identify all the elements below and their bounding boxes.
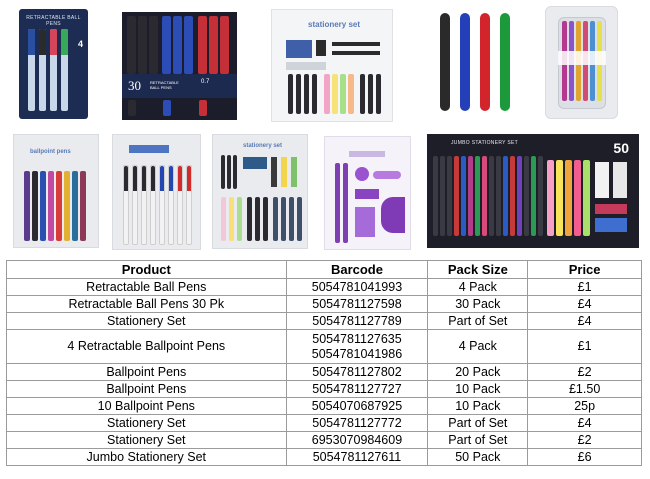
product-image-stationery-set-1 — [271, 9, 393, 122]
pen-mark — [524, 156, 529, 236]
item-mark — [332, 42, 380, 46]
product-image-retractable-ball-pens-4 — [19, 9, 88, 119]
pen-mark — [123, 165, 129, 245]
cell-barcode — [286, 330, 428, 364]
pen-mark — [503, 156, 508, 236]
pen-mark — [480, 13, 490, 111]
pen-mark — [304, 74, 309, 114]
item-mark — [291, 157, 297, 187]
table-row — [7, 313, 642, 330]
header-pack-size: Pack Size — [428, 261, 528, 279]
pack-band — [122, 74, 237, 98]
cell-product: Ballpoint Pens — [7, 381, 287, 398]
pen-mark — [80, 171, 86, 241]
cell-barcode: 5054781041993 — [286, 279, 428, 296]
pen-mark — [61, 29, 68, 111]
item-mark — [281, 157, 287, 187]
cell-price: £1 — [528, 330, 642, 364]
pen-mark — [72, 171, 78, 241]
table-row — [7, 415, 642, 432]
cell-barcode: 5054070687925 — [286, 398, 428, 415]
cell-price: £2 — [528, 364, 642, 381]
cell-price: £1 — [528, 279, 642, 296]
pen-mark — [489, 156, 494, 236]
pen-mark — [556, 160, 563, 236]
pen-mark — [138, 16, 147, 74]
pen-mark — [247, 197, 252, 241]
table-row — [7, 398, 642, 415]
pen-mark — [496, 156, 501, 236]
pen-mark — [127, 16, 136, 74]
pen-mark — [237, 197, 242, 241]
pen-mark — [468, 156, 473, 236]
cell-product: 4 Retractable Ballpoint Pens — [7, 330, 287, 364]
header-product: Product — [7, 261, 287, 279]
cell-barcode: 5054781127727 — [286, 381, 428, 398]
pack-count: 50 — [613, 140, 629, 156]
set-label: stationery set — [243, 143, 283, 149]
set-title: JUMBO STATIONERY SET — [451, 140, 519, 146]
cell-pack-size: 30 Pack — [428, 296, 528, 313]
cell-price: £6 — [528, 449, 642, 466]
pen-mark — [348, 74, 354, 114]
table-header-row — [7, 261, 642, 279]
header-barcode: Barcode — [286, 261, 428, 279]
cell-barcode: 5054781127772 — [286, 415, 428, 432]
item-mark — [595, 218, 627, 232]
item-mark — [613, 162, 627, 198]
item-mark — [355, 207, 375, 237]
pen-mark — [454, 156, 459, 236]
pen-mark — [255, 197, 260, 241]
pen-mark — [289, 197, 294, 241]
barcode-line: 5054781127635 — [312, 331, 402, 346]
pen-mark — [162, 16, 171, 74]
pen-mark — [168, 165, 174, 245]
pen-mark — [273, 197, 278, 241]
pen-mark — [531, 156, 536, 236]
pack-label: ballpoint pens — [30, 149, 71, 155]
set-label: stationery set — [308, 20, 361, 29]
barcode-line: 5054781041986 — [311, 346, 403, 361]
table-row — [7, 432, 642, 449]
cell-pack-size: Part of Set — [428, 415, 528, 432]
product-image-jumbo-stationery-set — [427, 134, 639, 248]
pen-mark — [184, 16, 193, 74]
cell-barcode: 5054781127789 — [286, 313, 428, 330]
pen-mark — [517, 156, 522, 236]
cell-price: £4 — [528, 415, 642, 432]
cell-price: £4 — [528, 296, 642, 313]
item-mark — [355, 189, 379, 199]
pen-mark — [32, 171, 38, 241]
product-image-ballpoint-pens-20 — [13, 134, 99, 248]
pen-mark — [186, 165, 192, 245]
product-image-stationery-set-3 — [324, 136, 411, 250]
pack-text: RETRACTABLE BALL PENS — [150, 80, 179, 90]
pen-mark — [128, 100, 136, 116]
pen-mark — [482, 156, 487, 236]
cell-pack-size: 50 Pack — [428, 449, 528, 466]
cell-product: Retractable Ball Pens 30 Pk — [7, 296, 287, 313]
pen-mark — [221, 197, 226, 241]
pen-mark — [28, 29, 35, 111]
cell-product: Ballpoint Pens — [7, 364, 287, 381]
pen-mark — [39, 29, 46, 111]
product-image-ballpoint-pens-tub — [545, 6, 618, 119]
tub-band — [558, 51, 606, 65]
header-tab — [129, 145, 169, 153]
table-row — [7, 449, 642, 466]
product-image-ballpoint-pens-10 — [112, 134, 201, 250]
cell-pack-size: Part of Set — [428, 313, 528, 330]
pack-count: 30 — [128, 78, 141, 93]
item-mark — [373, 171, 401, 179]
pen-mark — [198, 16, 207, 74]
pen-mark — [220, 16, 229, 74]
pen-mark — [433, 156, 438, 236]
cell-pack-size: Part of Set — [428, 432, 528, 449]
item-mark — [316, 40, 326, 56]
pen-mark — [281, 197, 286, 241]
cell-pack-size: 4 Pack — [428, 330, 528, 364]
header-price: Price — [528, 261, 642, 279]
pen-mark — [332, 74, 338, 114]
pack-label: RETRACTABLE BALL PENS — [26, 15, 81, 27]
table-row — [7, 296, 642, 313]
pen-mark — [565, 160, 572, 236]
item-mark — [595, 204, 627, 214]
pen-mark — [163, 100, 171, 116]
pen-mark — [50, 29, 57, 111]
pen-mark — [209, 16, 218, 74]
table-row — [7, 364, 642, 381]
pen-mark — [376, 74, 381, 114]
pen-mark — [64, 171, 70, 241]
pen-mark — [48, 171, 54, 241]
pen-mark — [574, 160, 581, 236]
pen-mark — [368, 74, 373, 114]
pack-count: 4 — [77, 39, 83, 49]
pen-mark — [440, 13, 450, 111]
item-mark — [243, 157, 267, 169]
cell-product: Stationery Set — [7, 432, 287, 449]
pen-mark — [440, 156, 445, 236]
pen-mark — [288, 74, 293, 114]
pen-mark — [173, 16, 182, 74]
product-image-retractable-ball-pens-30 — [122, 12, 237, 120]
pen-mark — [335, 163, 340, 243]
pen-mark — [461, 156, 466, 236]
item-mark — [271, 157, 277, 187]
cell-barcode: 5054781127598 — [286, 296, 428, 313]
pen-mark — [312, 74, 317, 114]
cell-product: 10 Ballpoint Pens — [7, 398, 287, 415]
pen-mark — [177, 165, 183, 245]
pen-mark — [475, 156, 480, 236]
cell-pack-size: 20 Pack — [428, 364, 528, 381]
cell-pack-size: 4 Pack — [428, 279, 528, 296]
pen-mark — [132, 165, 138, 245]
tip-size: 0.7 — [201, 79, 210, 85]
pen-mark — [547, 160, 554, 236]
pen-mark — [538, 156, 543, 236]
ruler-mark — [286, 40, 312, 58]
table-row — [7, 381, 642, 398]
pen-mark — [221, 155, 225, 189]
pen-mark — [296, 74, 301, 114]
cell-barcode: 6953070984609 — [286, 432, 428, 449]
pen-mark — [24, 171, 30, 241]
cell-product: Stationery Set — [7, 313, 287, 330]
pen-mark — [150, 165, 156, 245]
pen-mark — [343, 163, 348, 243]
item-mark — [332, 51, 380, 55]
pen-mark — [447, 156, 452, 236]
pen-mark — [233, 155, 237, 189]
item-mark — [355, 167, 369, 181]
pen-mark — [583, 160, 590, 236]
pen-mark — [340, 74, 346, 114]
pen-mark — [324, 74, 330, 114]
cell-price: £4 — [528, 313, 642, 330]
cell-barcode: 5054781127802 — [286, 364, 428, 381]
pen-mark — [149, 16, 158, 74]
product-table — [6, 260, 642, 466]
cell-price: £2 — [528, 432, 642, 449]
pen-mark — [500, 13, 510, 111]
pen-mark — [229, 197, 234, 241]
table-row — [7, 330, 642, 364]
pen-mark — [159, 165, 165, 245]
pen-mark — [510, 156, 515, 236]
header-tab — [349, 151, 385, 157]
pen-mark — [263, 197, 268, 241]
cell-pack-size: 10 Pack — [428, 381, 528, 398]
cell-price: 25p — [528, 398, 642, 415]
cell-pack-size: 10 Pack — [428, 398, 528, 415]
pen-mark — [360, 74, 365, 114]
pen-mark — [460, 13, 470, 111]
product-image-retractable-ballpoint-pens-4 — [430, 11, 520, 115]
cell-price: £1.50 — [528, 381, 642, 398]
cell-product: Jumbo Stationery Set — [7, 449, 287, 466]
pen-mark — [56, 171, 62, 241]
pen-mark — [40, 171, 46, 241]
pen-mark — [297, 197, 302, 241]
product-image-stationery-set-2 — [212, 134, 308, 249]
cell-product: Stationery Set — [7, 415, 287, 432]
cell-product: Retractable Ball Pens — [7, 279, 287, 296]
item-mark — [595, 162, 609, 198]
pen-mark — [199, 100, 207, 116]
item-mark — [381, 197, 405, 233]
pen-mark — [227, 155, 231, 189]
pen-mark — [141, 165, 147, 245]
item-mark — [286, 62, 326, 70]
cell-barcode: 5054781127611 — [286, 449, 428, 466]
table-row — [7, 279, 642, 296]
